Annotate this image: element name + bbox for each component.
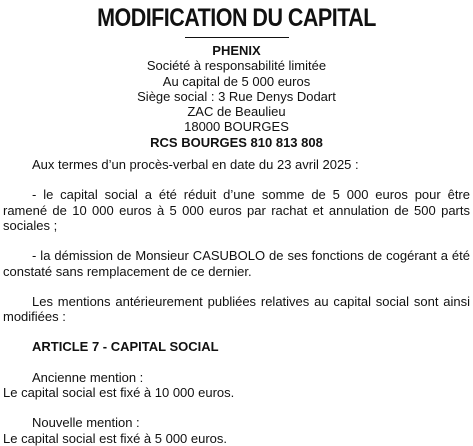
mentions-paragraph: Les mentions antérieurement publiées relatives au capital social sont ainsi modifiées : <box>3 293 470 325</box>
company-name: PHENIX <box>212 43 261 58</box>
old-mention-block <box>3 370 470 401</box>
article-heading: ARTICLE 7 - CAPITAL SOCIAL <box>32 339 219 355</box>
capital-reduction-paragraph: - le capital social a été réduit d’une somme de 5 000 euros pour être ramené de 10 000 euros à 5 000 euros par rachat et annulation de 500 parts sociales ; <box>3 187 470 233</box>
company-form: Société à responsabilité limitée <box>146 58 327 74</box>
notice-body <box>3 157 470 446</box>
company-block <box>3 43 470 150</box>
company-city: 18000 BOURGES <box>184 119 289 135</box>
new-mention-value: Le capital social est fixé à 5 000 euros. <box>3 430 228 446</box>
company-zac: ZAC de Beaulieu <box>187 104 286 120</box>
company-siege: Siège social : 3 Rue Denys Dodart <box>137 88 336 104</box>
old-mention-value: Le capital social est fixé à 10 000 euros. <box>3 385 235 401</box>
intro-paragraph: Aux termes d’un procès-verbal en date du 23 avril 2025 : <box>32 157 359 173</box>
old-mention-label: Ancienne mention : <box>32 369 144 385</box>
resignation-paragraph: - la démission de Monsieur CASUBOLO de ses fonctions de cogérant a été constaté sans remplacement de ce dernier. <box>3 248 470 279</box>
title-divider <box>185 37 289 38</box>
new-mention-label: Nouvelle mention : <box>32 415 140 431</box>
company-rcs: RCS BOURGES 810 813 808 <box>150 134 323 150</box>
company-capital: Au capital de 5 000 euros <box>162 73 311 89</box>
new-mention-block <box>3 415 470 446</box>
notice-title: MODIFICATION DU CAPITAL <box>97 4 376 32</box>
